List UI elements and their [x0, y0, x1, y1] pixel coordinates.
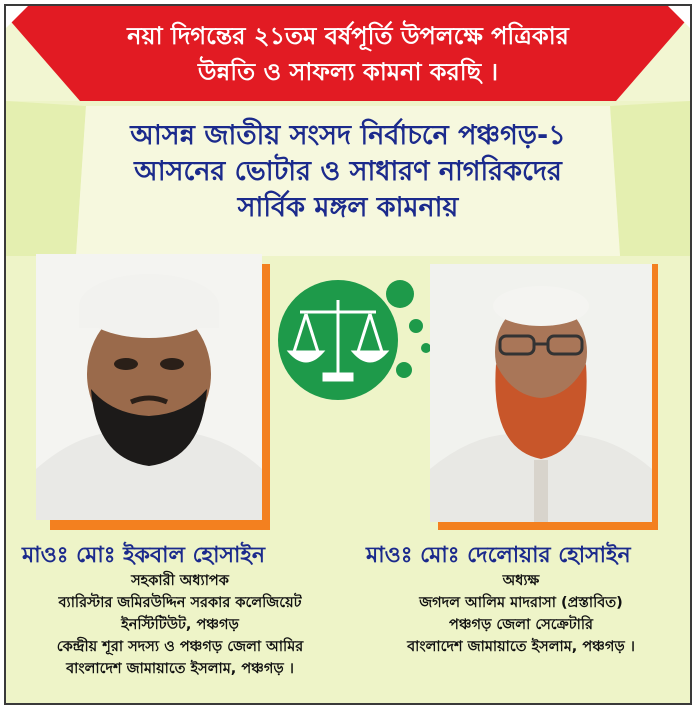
left-person-details: [12, 570, 348, 680]
top-banner: [6, 6, 690, 101]
right-detail-line-2: জগদল আলিম মাদরাসা (প্রস্তাবিত): [419, 595, 623, 611]
left-detail-line-5: বাংলাদেশ জামায়াতে ইসলাম, পঞ্চগড় ।: [66, 661, 294, 677]
right-portrait-image: [430, 264, 652, 522]
banner-line-2: উন্নতি ও সাফল্য কামনা করছি ।: [197, 57, 499, 86]
left-detail-line-4: কেন্দ্রীয় শূরা সদস্য ও পঞ্চগড় জেলা আমির: [56, 639, 304, 655]
headline-line-2: আসনের ভোটার ও সাধারণ নাগরিকদের: [134, 156, 562, 187]
headline-line-3: সার্বিক মঙ্গল কামনায়: [237, 192, 459, 223]
scales-of-justice-icon: [276, 274, 436, 404]
right-person-name: মাওঃ মোঃ দেলোয়ার হোসাইন: [366, 543, 631, 568]
advertisement-frame: [4, 4, 692, 705]
right-person-details: [356, 570, 686, 658]
left-portrait-image: [36, 254, 262, 520]
right-detail-line-3: পঞ্চগড় জেলা সেক্রেটারি: [449, 617, 593, 633]
left-photo: [36, 254, 262, 520]
headline-line-1: আসন্ন জাতীয় সংসদ নির্বাচনে পঞ্চগড়-১: [130, 120, 566, 151]
right-detail-line-1: অধ্যক্ষ: [502, 573, 540, 589]
left-detail-line-1: সহকারী অধ্যাপক: [131, 573, 229, 589]
left-detail-line-3: ইনস্টিটিউট, পঞ্চগড়: [121, 617, 239, 633]
banner-line-1: নয়া দিগন্তের ২১তম বর্ষপূর্তি উপলক্ষে পত্রিকার: [127, 21, 569, 50]
left-detail-line-2: ব্যারিস্টার জমিরউদ্দিন সরকার কলেজিয়েট: [58, 595, 302, 611]
headline: [76, 118, 620, 226]
right-detail-line-4: বাংলাদেশ জামায়াতে ইসলাম, পঞ্চগড় ।: [407, 639, 635, 655]
left-person-name: মাওঃ মোঃ ইকবাল হোসাইন: [22, 543, 265, 568]
right-photo: [430, 264, 652, 522]
